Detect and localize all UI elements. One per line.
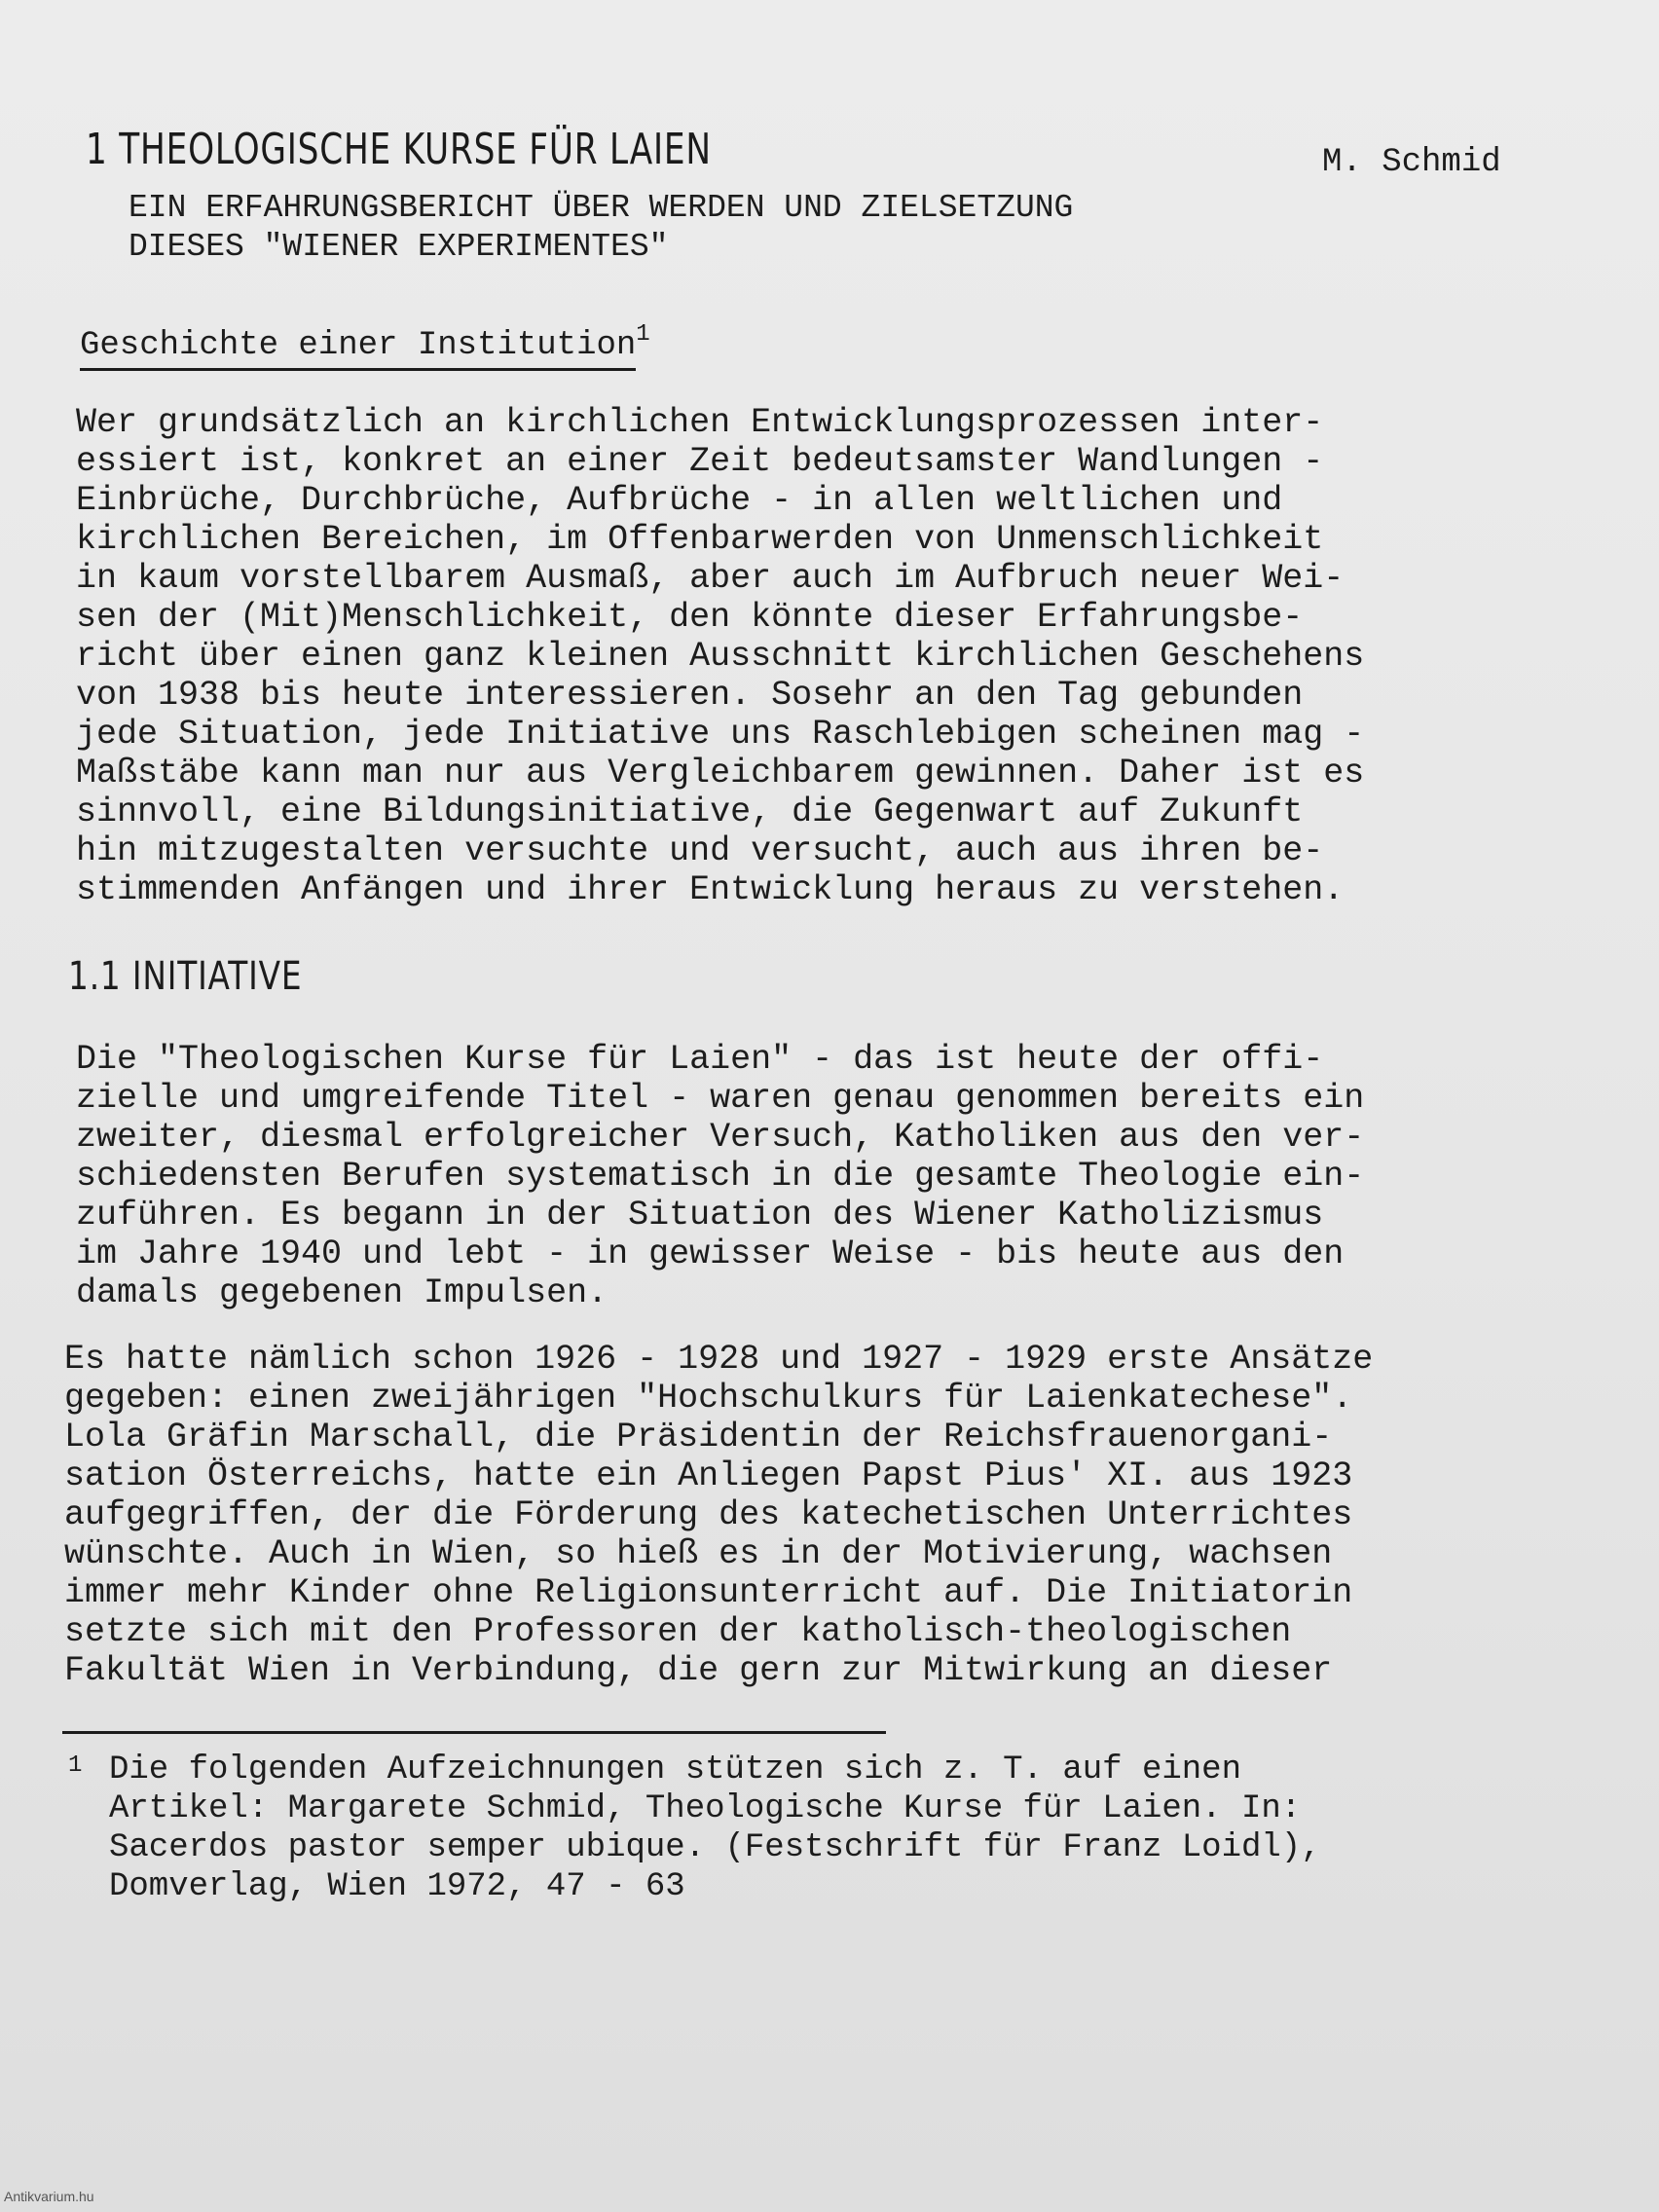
- paragraph-earlier-attempts: [64, 1340, 1564, 1690]
- text-line: zielle und umgreifende Titel - waren genau genommen bereits ein: [76, 1079, 1365, 1118]
- footnote-mark: 1: [68, 1752, 83, 1779]
- section-heading: [80, 321, 650, 364]
- text-line: Fakultät Wien in Verbindung, die gern zur Mitwirkung an dieser: [64, 1651, 1333, 1690]
- text-line: stimmenden Anfängen und ihrer Entwicklung heraus zu verstehen.: [76, 870, 1345, 909]
- text-line: Die "Theologischen Kurse für Laien" - das ist heute der offi-: [76, 1040, 1324, 1079]
- footnote-line: Sacerdos pastor semper ubique. (Festschrift für Franz Loidl),: [109, 1829, 1321, 1866]
- footnote-line: Domverlag, Wien 1972, 47 - 63: [109, 1868, 685, 1905]
- text-line: Es hatte nämlich schon 1926 - 1928 und 1927 - 1929 erste Ansätze: [64, 1340, 1374, 1379]
- text-line: sen der (Mit)Menschlichkeit, den könnte dieser Erfahrungsbe-: [76, 598, 1304, 637]
- footnote-divider: [62, 1731, 886, 1734]
- text-line: im Jahre 1940 und lebt - in gewisser Weise - bis heute aus den: [76, 1235, 1345, 1273]
- text-line: kirchlichen Bereichen, im Offenbarwerden von Unmenschlichkeit: [76, 520, 1324, 559]
- text-line: von 1938 bis heute interessieren. Sosehr an den Tag gebunden: [76, 676, 1304, 715]
- paragraph-history: [76, 403, 1575, 909]
- subsection-heading: 1.1 INITIATIVE: [68, 954, 303, 999]
- author-name: M. Schmid: [1322, 144, 1501, 181]
- text-line: immer mehr Kinder ohne Religionsunterricht auf. Die Initiatorin: [64, 1573, 1353, 1612]
- text-line: in kaum vorstellbarem Ausmaß, aber auch im Aufbruch neuer Wei-: [76, 559, 1345, 598]
- text-line: wünschte. Auch in Wien, so hieß es in der Motivierung, wachsen: [64, 1534, 1333, 1573]
- watermark: Antikvarium.hu: [4, 2189, 94, 2204]
- text-line: richt über einen ganz kleinen Ausschnitt kirchlichen Geschehens: [76, 637, 1365, 676]
- text-line: Maßstäbe kann man nur aus Vergleichbarem gewinnen. Daher ist es: [76, 754, 1365, 793]
- footnote-line: Artikel: Margarete Schmid, Theologische Kurse für Laien. In:: [109, 1790, 1302, 1827]
- footnote-line: Die folgenden Aufzeichnungen stützen sich z. T. auf einen: [109, 1751, 1241, 1788]
- subtitle-line: DIESES "WIENER EXPERIMENTES": [129, 229, 669, 265]
- text-line: sinnvoll, eine Bildungsinitiative, die Gegenwart auf Zukunft: [76, 793, 1304, 831]
- text-line: jede Situation, jede Initiative uns Raschlebigen scheinen mag -: [76, 715, 1365, 754]
- text-line: sation Österreichs, hatte ein Anliegen Papst Pius' XI. aus 1923: [64, 1456, 1353, 1495]
- footnote-reference: 1: [636, 321, 650, 348]
- paragraph-initiative: [76, 1040, 1575, 1312]
- footnote: [68, 1751, 1321, 1906]
- text-line: damals gegebenen Impulsen.: [76, 1273, 608, 1312]
- footnote-text: [109, 1751, 1321, 1906]
- text-line: setzte sich mit den Professoren der katholisch-theologischen: [64, 1612, 1292, 1651]
- text-line: Wer grundsätzlich an kirchlichen Entwicklungsprozessen inter-: [76, 403, 1324, 442]
- text-line: Einbrüche, Durchbrüche, Aufbrüche - in allen weltlichen und: [76, 481, 1283, 520]
- section-heading-text: Geschichte einer Institution: [80, 327, 636, 371]
- text-line: zuführen. Es begann in der Situation des Wiener Katholizismus: [76, 1196, 1324, 1235]
- chapter-title: 1 THEOLOGISCHE KURSE FÜR LAIEN: [86, 125, 712, 174]
- text-line: hin mitzugestalten versuchte und versucht, auch aus ihren be-: [76, 831, 1324, 870]
- text-line: essiert ist, konkret an einer Zeit bedeutsamster Wandlungen -: [76, 442, 1324, 481]
- text-line: zweiter, diesmal erfolgreicher Versuch, Katholiken aus den ver-: [76, 1118, 1365, 1157]
- text-line: Lola Gräfin Marschall, die Präsidentin der Reichsfrauenorgani-: [64, 1418, 1333, 1456]
- text-line: gegeben: einen zweijährigen "Hochschulkurs für Laienkatechese".: [64, 1379, 1353, 1418]
- text-line: schiedensten Berufen systematisch in die gesamte Theologie ein-: [76, 1157, 1365, 1196]
- chapter-subtitle: [129, 189, 1073, 267]
- text-line: aufgegriffen, der die Förderung des katechetischen Unterrichtes: [64, 1495, 1353, 1534]
- subtitle-line: EIN ERFAHRUNGSBERICHT ÜBER WERDEN UND ZIELSETZUNG: [129, 190, 1074, 226]
